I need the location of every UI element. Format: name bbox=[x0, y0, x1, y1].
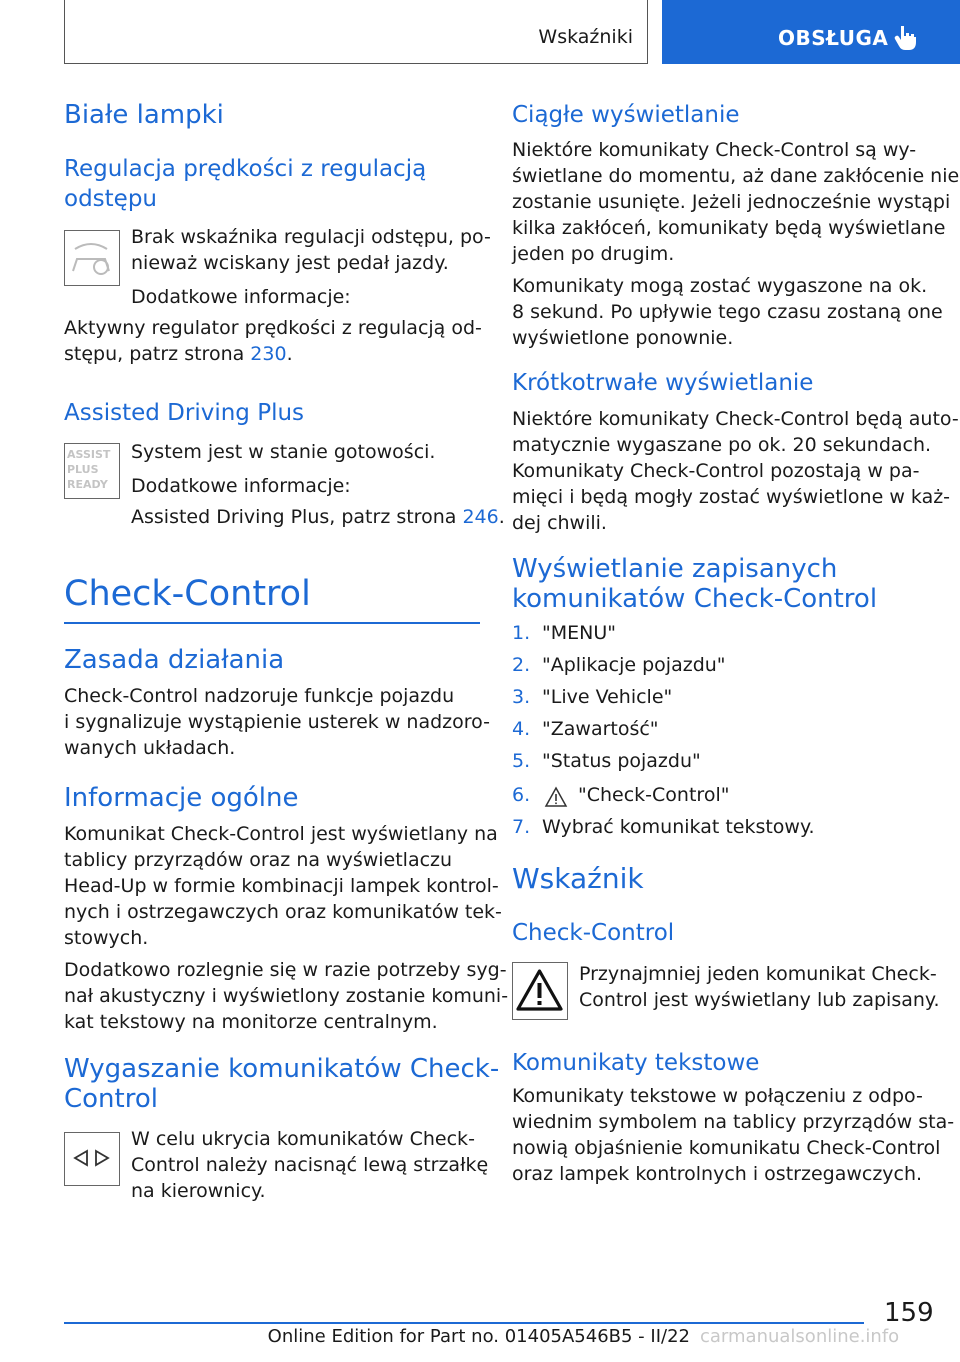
page-number: 159 bbox=[884, 1298, 934, 1328]
short-line3: Komunikaty Check-Control pozostają w pa- bbox=[512, 460, 920, 482]
text-msgs-line3: nowią objaśnienie komunikatu Check-Control bbox=[512, 1137, 941, 1159]
left-right-arrow-icon bbox=[65, 1133, 118, 1184]
steering-arrows-icon bbox=[64, 1132, 120, 1186]
general-line5: stowych. bbox=[64, 927, 149, 949]
general2-line2: nał akustyczny i wyświetlony zostanie komuni- bbox=[64, 985, 509, 1007]
step-text: "Aplikacje pojazdu" bbox=[542, 654, 726, 676]
speedometer-car-icon bbox=[65, 231, 118, 284]
general2-line3: kat tekstowy na monitorze centralnym. bbox=[64, 1011, 438, 1033]
step-number: 1. bbox=[512, 622, 531, 644]
step-number: 6. bbox=[512, 784, 531, 806]
cont-line2: świetlane do momentu, aż dane zakłócenie nie bbox=[512, 165, 960, 187]
hide-title-line2: Control bbox=[64, 1084, 158, 1114]
short-line2: matycznie wygaszane po ok. 20 sekundach. bbox=[512, 434, 932, 456]
header-section-box bbox=[64, 0, 648, 64]
adp-ref: Assisted Driving Plus, patrz strona 246. bbox=[131, 506, 505, 528]
acc-ref-page-link[interactable]: 230 bbox=[250, 343, 287, 365]
check-control-title: Check-Control bbox=[64, 574, 311, 614]
warning-triangle-icon bbox=[544, 786, 568, 808]
cont-line4: kilka zakłóceń, komunikaty będą wyświetlane bbox=[512, 217, 946, 239]
cc-ind-line2: Control jest wyświetlany lub zapisany. bbox=[579, 989, 940, 1011]
continuous-title: Ciągłe wyświetlanie bbox=[512, 102, 740, 128]
saved-title-line2: komunikatów Check-Control bbox=[512, 584, 878, 614]
text-msgs-line2: wiednim symbolem na tablicy przyrządów sta- bbox=[512, 1111, 955, 1133]
cc-subtitle: Check-Control bbox=[512, 920, 675, 946]
cont2-line1: Komunikaty mogą zostać wygaszone na ok. bbox=[512, 275, 928, 297]
indicator-title: Wskaźnik bbox=[512, 862, 644, 895]
adp-ref-page-link[interactable]: 246 bbox=[462, 506, 499, 528]
footer-edition: Online Edition for Part no. 01405A546B5 - II/22 bbox=[267, 1326, 690, 1347]
assist-plus-ready-icon bbox=[64, 443, 120, 499]
principle-title: Zasada działania bbox=[64, 645, 285, 675]
step-number: 5. bbox=[512, 750, 531, 772]
cont-line3: zostanie usunięte. Jeżeli jednocześnie wystąpi bbox=[512, 191, 951, 213]
header-chapter-tab bbox=[662, 0, 960, 64]
acc-title-line1: Regulacja prędkości z regulacją bbox=[64, 156, 427, 182]
acc-text-line2: nieważ wciskany jest pedał jazdy. bbox=[131, 252, 449, 274]
section-rule bbox=[64, 622, 480, 624]
general-title: Informacje ogólne bbox=[64, 783, 299, 813]
warning-triangle-icon bbox=[513, 963, 566, 1018]
cont-line5: jeden po drugim. bbox=[512, 243, 675, 265]
step-number: 7. bbox=[512, 816, 531, 838]
acc-ref-line2: stępu, patrz strona 230. bbox=[64, 343, 293, 365]
step-number: 2. bbox=[512, 654, 531, 676]
general-line1: Komunikat Check-Control jest wyświetlany na bbox=[64, 823, 498, 845]
hide-line3: na kierownicy. bbox=[131, 1180, 266, 1202]
header-section-label: Wskaźniki bbox=[538, 26, 633, 48]
step-text: Wybrać komunikat tekstowy. bbox=[542, 816, 815, 838]
principle-line1: Check-Control nadzoruje funkcje pojazdu bbox=[64, 685, 455, 707]
adp-more-info: Dodatkowe informacje: bbox=[131, 475, 351, 497]
acc-text-line1: Brak wskaźnika regulacji odstępu, po- bbox=[131, 226, 491, 248]
watermark: carmanualsonline.info bbox=[700, 1326, 900, 1347]
footer-rule bbox=[64, 1322, 864, 1324]
acc-ref-line1: Aktywny regulator prędkości z regulacją od- bbox=[64, 317, 482, 339]
check-control-indicator-icon bbox=[512, 962, 568, 1020]
hide-title-line1: Wygaszanie komunikatów Check- bbox=[64, 1054, 500, 1084]
assist-icon-line2: PLUS bbox=[67, 463, 99, 476]
step-text: "Check-Control" bbox=[578, 784, 730, 806]
assist-icon-line3: READY bbox=[67, 478, 108, 491]
white-lamps-title: Białe lampki bbox=[64, 100, 224, 130]
general-line3: Head-Up w formie kombinacji lampek kontrol- bbox=[64, 875, 499, 897]
cont2-line2: 8 sekund. Po upływie tego czasu zostaną one bbox=[512, 301, 943, 323]
short-line1: Niektóre komunikaty Check-Control będą auto- bbox=[512, 408, 959, 430]
adp-text: System jest w stanie gotowości. bbox=[131, 441, 436, 463]
step-text: "Zawartość" bbox=[542, 718, 659, 740]
step-number: 4. bbox=[512, 718, 531, 740]
text-msgs-line1: Komunikaty tekstowe w połączeniu z odpo- bbox=[512, 1085, 923, 1107]
hand-pointer-icon bbox=[894, 24, 920, 52]
hide-line1: W celu ukrycia komunikatów Check- bbox=[131, 1128, 475, 1150]
short-line5: dej chwili. bbox=[512, 512, 607, 534]
header-chapter-label: OBSŁUGA bbox=[778, 26, 889, 50]
short-line4: mięci i będą mogły zostać wyświetlone w każ- bbox=[512, 486, 951, 508]
short-title: Krótkotrwałe wyświetlanie bbox=[512, 370, 814, 396]
adp-ref-text: Assisted Driving Plus, patrz strona bbox=[131, 506, 463, 528]
cc-ind-line1: Przynajmniej jeden komunikat Check- bbox=[579, 963, 937, 985]
text-msgs-title: Komunikaty tekstowe bbox=[512, 1050, 760, 1076]
step-text: "Status pojazdu" bbox=[542, 750, 701, 772]
principle-line2: i sygnalizuje wystąpienie usterek w nadzoro- bbox=[64, 711, 490, 733]
acc-more-info: Dodatkowe informacje: bbox=[131, 286, 351, 308]
step-text: "Live Vehicle" bbox=[542, 686, 673, 708]
cont2-line3: wyświetlone ponownie. bbox=[512, 327, 734, 349]
step-text: "MENU" bbox=[542, 622, 616, 644]
acc-indicator-icon bbox=[64, 230, 120, 286]
step-number: 3. bbox=[512, 686, 531, 708]
cont-line1: Niektóre komunikaty Check-Control są wy- bbox=[512, 139, 917, 161]
text-msgs-line4: oraz lampek kontrolnych i ostrzegawczych. bbox=[512, 1163, 923, 1185]
acc-ref-text: stępu, patrz strona bbox=[64, 343, 251, 365]
principle-line3: wanych układach. bbox=[64, 737, 236, 759]
general2-line1: Dodatkowo rozlegnie się w razie potrzeby syg- bbox=[64, 959, 507, 981]
acc-title-line2: odstępu bbox=[64, 186, 157, 212]
general-line2: tablicy przyrządów oraz na wyświetlaczu bbox=[64, 849, 453, 871]
general-line4: nych i ostrzegawczych oraz komunikatów tek- bbox=[64, 901, 502, 923]
adp-title: Assisted Driving Plus bbox=[64, 400, 305, 426]
assist-icon-line1: ASSIST bbox=[67, 448, 111, 461]
hide-line2: Control należy nacisnąć lewą strzałkę bbox=[131, 1154, 489, 1176]
saved-title-line1: Wyświetlanie zapisanych bbox=[512, 554, 838, 584]
